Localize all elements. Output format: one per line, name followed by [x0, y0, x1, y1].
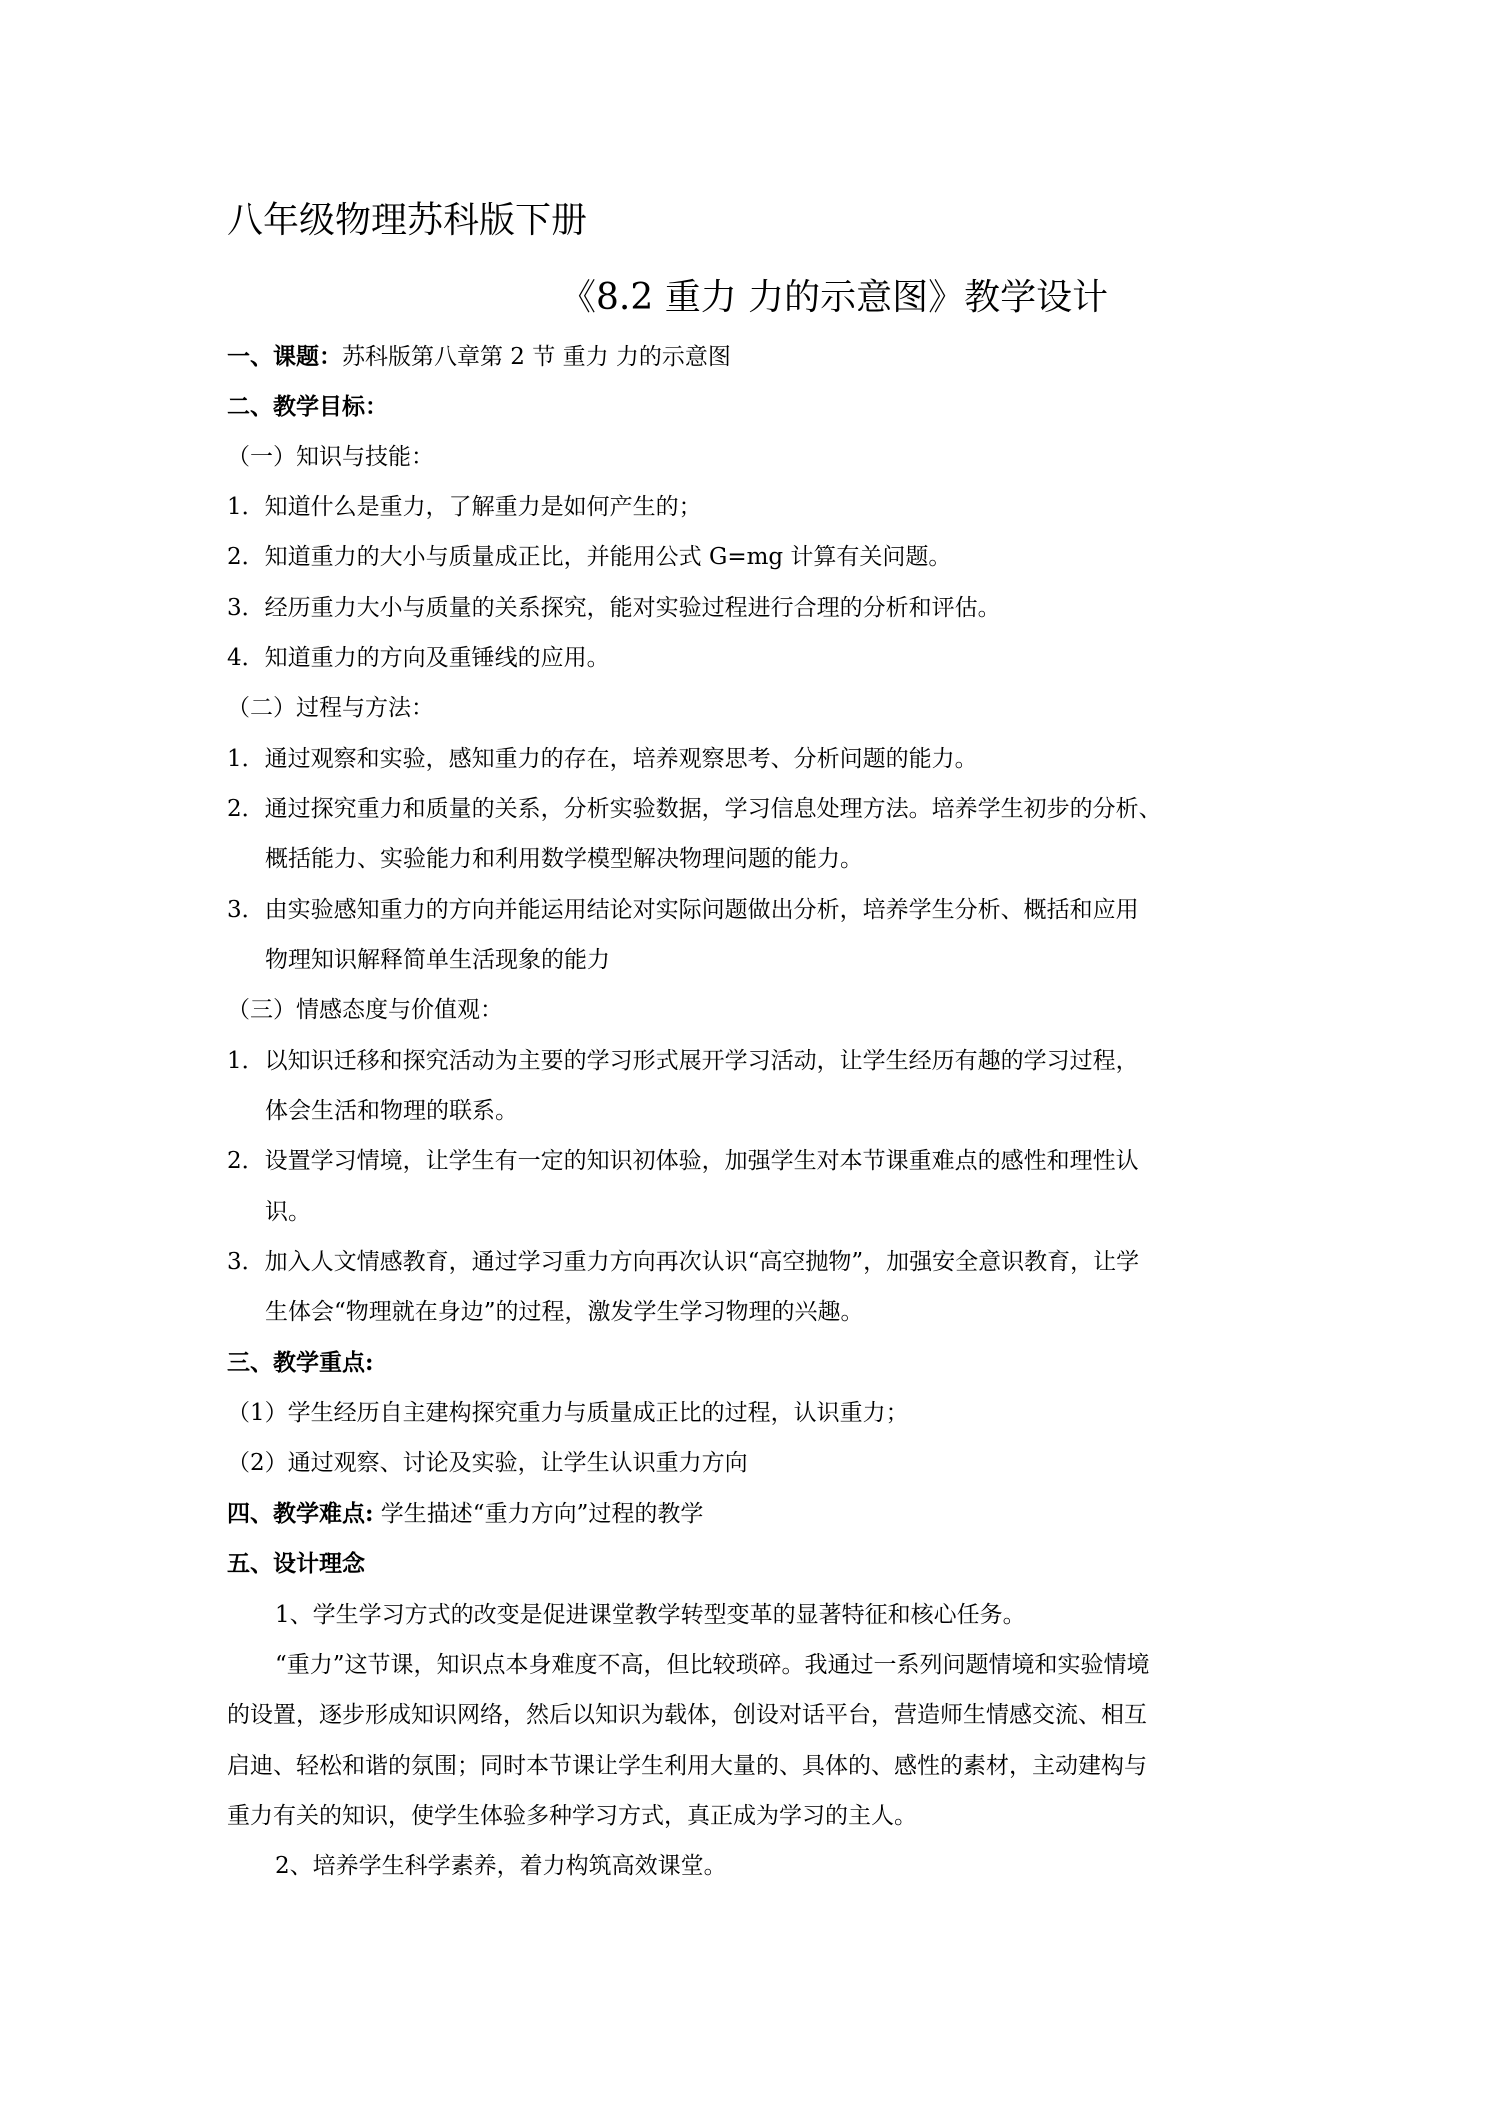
- section-key-points-label: 三、教学重点:: [227, 1349, 374, 1376]
- section-topic-label: 一、课题：: [227, 343, 342, 370]
- list-item: 2．通过探究重力和质量的关系，分析实验数据，学习信息处理方法。培养学生初步的分析、: [227, 796, 1162, 822]
- list-item: 1．以知识迁移和探究活动为主要的学习形式展开学习活动，让学生经历有趣的学习过程，: [227, 1048, 1139, 1074]
- list-item-continuation: 识。: [265, 1199, 311, 1225]
- paragraph-line: 的设置，逐步形成知识网络，然后以知识为载体，创设对话平台，营造师生情感交流、相互: [227, 1702, 1147, 1728]
- list-item: 3．由实验感知重力的方向并能运用结论对实际问题做出分析，培养学生分析、概括和应用: [227, 897, 1139, 923]
- list-item: 2．设置学习情境，让学生有一定的知识初体验，加强学生对本节课重难点的感性和理性认: [227, 1148, 1139, 1174]
- section-objectives-label: 二、教学目标：: [227, 393, 388, 420]
- list-item: （1）学生经历自主建构探究重力与质量成正比的过程，认识重力；: [227, 1400, 909, 1426]
- list-item: 4．知道重力的方向及重锤线的应用。: [227, 645, 610, 671]
- section-difficulty: [227, 1499, 703, 1529]
- list-item: 3．加入人文情感教育，通过学习重力方向再次认识“高空抛物”，加强安全意识教育，让学: [227, 1249, 1140, 1275]
- list-item: 1．通过观察和实验，感知重力的存在，培养观察思考、分析问题的能力。: [227, 746, 978, 772]
- list-item-continuation: 物理知识解释简单生活现象的能力: [265, 947, 610, 973]
- section-difficulty-label: 四、教学难点:: [227, 1500, 374, 1527]
- paragraph-line: 重力有关的知识，使学生体验多种学习方式，真正成为学习的主人。: [227, 1803, 917, 1829]
- objectives-sub3-heading: （三）情感态度与价值观：: [227, 997, 503, 1023]
- paragraph: 2、培养学生科学素养，着力构筑高效课堂。: [275, 1853, 727, 1879]
- section-topic: [227, 342, 731, 372]
- list-item-continuation: 体会生活和物理的联系。: [265, 1098, 518, 1124]
- list-item: 1．知道什么是重力，了解重力是如何产生的；: [227, 494, 702, 520]
- objectives-sub1-heading: （一）知识与技能：: [227, 444, 434, 470]
- section-topic-text: 苏科版第八章第 2 节 重力 力的示意图: [342, 344, 731, 370]
- section-design-concept-label: 五、设计理念: [227, 1550, 365, 1577]
- objectives-sub2-heading: （二）过程与方法：: [227, 695, 434, 721]
- list-item-continuation: 概括能力、实验能力和利用数学模型解决物理问题的能力。: [265, 846, 863, 872]
- grade-title: 八年级物理苏科版下册: [227, 200, 588, 241]
- list-item: （2）通过观察、讨论及实验，让学生认识重力方向: [227, 1450, 748, 1476]
- list-item: 2．知道重力的大小与质量成正比，并能用公式 G=mg 计算有关问题。: [227, 544, 952, 570]
- list-item: 3．经历重力大小与质量的关系探究，能对实验过程进行合理的分析和评估。: [227, 595, 1001, 621]
- section-difficulty-text: 学生描述“重力方向”过程的教学: [373, 1501, 704, 1527]
- list-item-continuation: 生体会“物理就在身边”的过程，激发学生学习物理的兴趣。: [265, 1299, 864, 1325]
- paragraph: 1、学生学习方式的改变是促进课堂教学转型变革的显著特征和核心任务。: [275, 1602, 1026, 1628]
- main-title: 《8.2 重力 力的示意图》教学设计: [560, 277, 1109, 318]
- paragraph-line: “重力”这节课，知识点本身难度不高，但比较琐碎。我通过一系列问题情境和实验情境: [275, 1652, 1150, 1678]
- paragraph-line: 启迪、轻松和谐的氛围；同时本节课让学生利用大量的、具体的、感性的素材，主动建构与: [227, 1753, 1147, 1779]
